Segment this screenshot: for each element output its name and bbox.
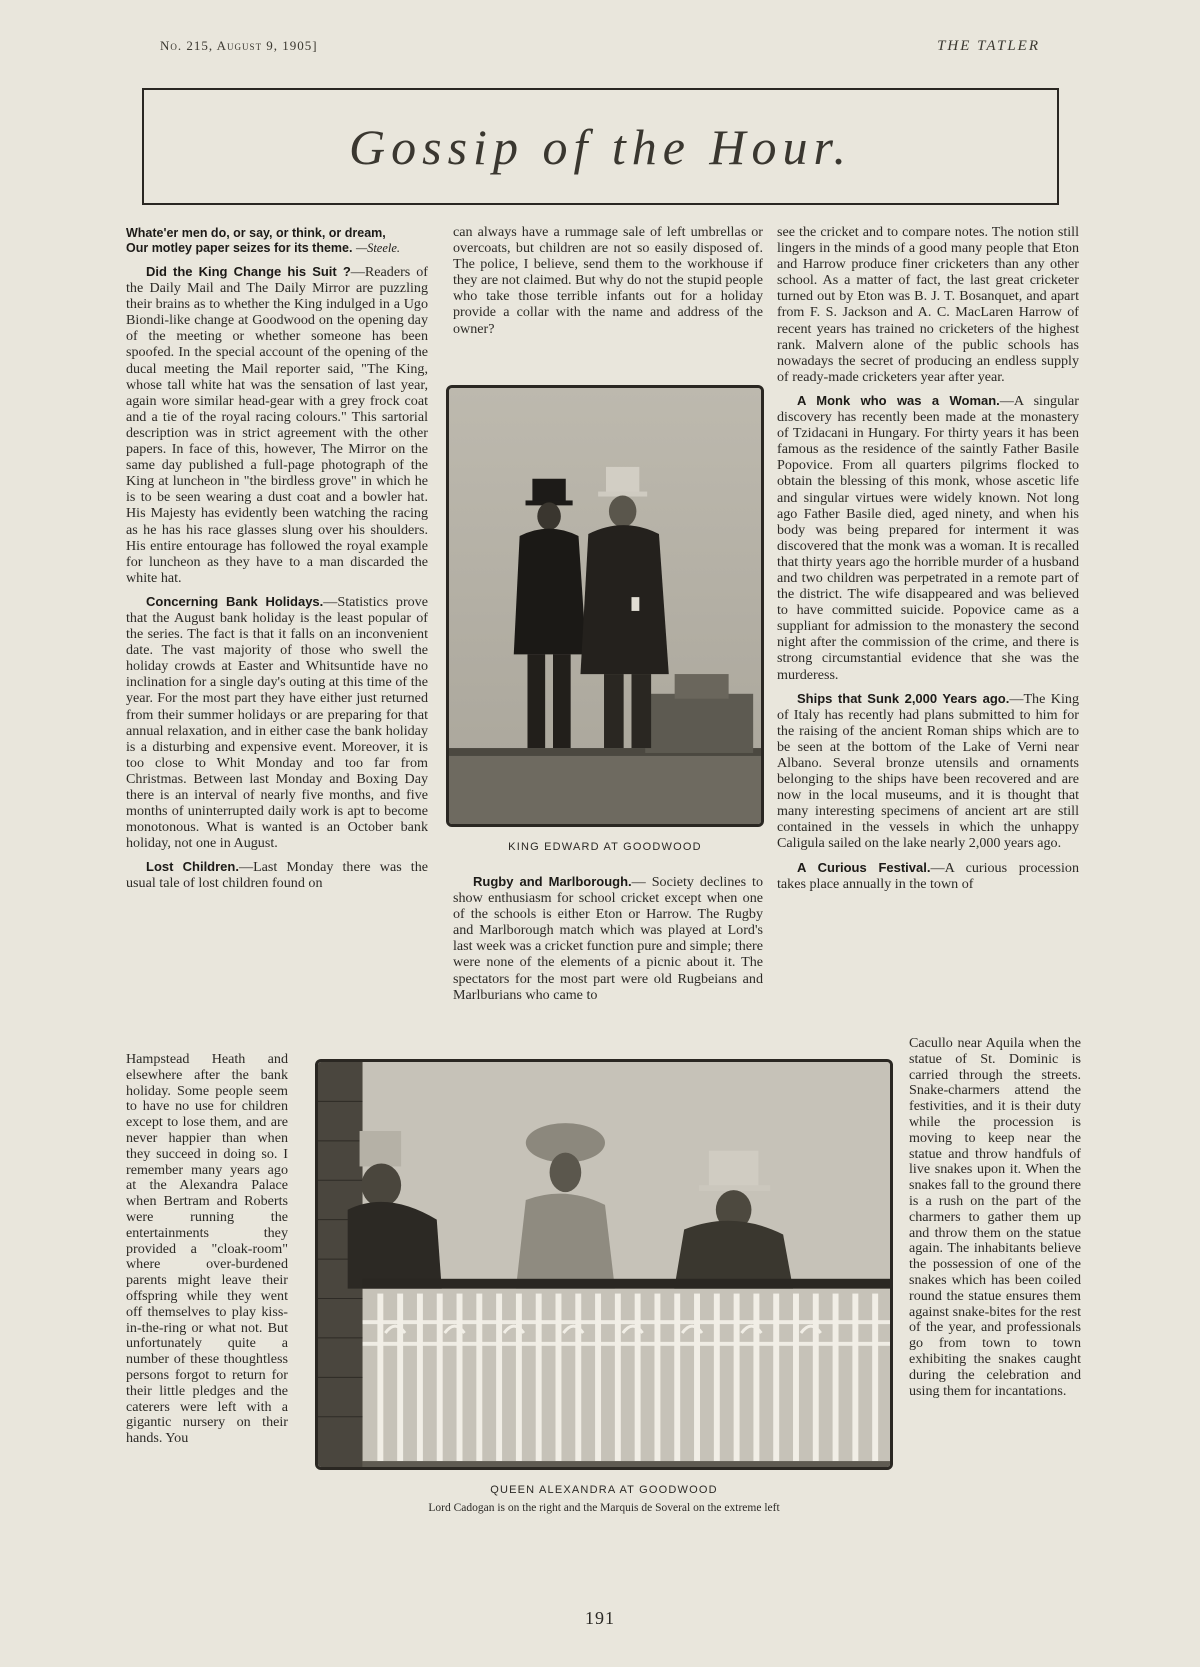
article-rugby <box>453 874 763 1003</box>
lost-children-continued: Hampstead Heath and elsewhere after the bank holiday. Some people seem to have no use for children except to lose them, and are never happier than when they succeed in doing so. I remember many years ago at the Alexandra Palace when Bertram and Roberts were running the entertainments they provided a "cloak-room" where over-burdened parents might leave their offspring while they went off themselves to play kiss-in-the-ring or what not. But unfortunately quite a number of these thoughtless persons forgot to return for their little pledges and the caterers were left with a gigantic nursery on their hands. You <box>126 1051 288 1447</box>
column-2 <box>453 224 763 345</box>
text-ships: —The King of Italy has recently had plans submitted to him for the raising of the ancient Roman ships which are to be seen at the bottom of the Lake of Verni near Albano. Several bronze utensils and ornaments belonging to the ships have been recovered and are now in the local museums, and it is thought that many interesting specimens of ancient art are still contained in the vessels in which the unhappy Caligula sailed on the lake nearly 2,000 years ago. <box>777 690 1079 852</box>
issue-line: No. 215, August 9, 1905] <box>160 38 318 53</box>
photo-queen-alexandra-image <box>318 1062 890 1467</box>
text-festival: —A curious procession takes place annually in the town of <box>777 859 1079 892</box>
heading-rugby: Rugby and Marlborough. <box>473 874 632 889</box>
festival-continued: Cacullo near Aquila when the statue of St. Dominic is carried through the streets. Snake-charmers attend the festivities, and it is their duty while the procession is moving to keep near the statue and throw handfuls of live snakes upon it. When the snakes fall to the ground there is a rush on the part of the charmers to gather them up and throw them on the statue again. The inhabitants believe the possession of one of the snakes which has been coiled round the statue ensures them against snake-bites for the rest of the year, and professionals go from town to town exhibiting the snakes caught during the celebration and using them for incantations. <box>909 1035 1081 1399</box>
text-king-suit: —Readers of the Daily Mail and The Daily Mirror are puzzling their brains as to whether the King indulged in a Ugo Biondi-like change at Goodwood on the opening day of the meeting or whether someone has been spoofed. In the special account of the opening of the ducal meeting the Mail reporter said, "The King, whose tall white hat was the sensation of last year, again wore similar head-gear with a grey frock coat and a tie of the royal racing colours." This sartorial description was in strict agreement with the other papers. In face of this, however, The Mirror on the same day published a full-page photograph of the King at luncheon in "the birdless grove" in which he is to be seen wearing a dust coat and a bowler hat. His Majesty has evidently been watching the racing as he has his race glasses slung over his shoulders. His entire entourage has followed the royal example for luncheon as they have to a man discarded the white hat. <box>126 264 429 586</box>
article-bank-holidays <box>126 594 428 852</box>
caption-queen-alexandra: QUEEN ALEXANDRA AT GOODWOOD <box>490 1484 718 1496</box>
page-number: 191 <box>585 1608 615 1628</box>
text-monk: —A singular discovery has recently been made at the monastery of Tzidacani in Hungary. For thirty years it has been famous as the residence of the saintly Father Basile Popovice. From all quarters pilgrims flocked to obtain the blessing of this monk, whose ascetic life and singular virtues were widely known. Not long ago Father Basile died, aged ninety, and when his body was being prepared for interment it was discovered that the monk was a woman. It is recalled that thirty years ago the horrible murder of a husband and two children was perpetrated in a remote part of the district. The wife disappeared and was believed to have committed suicide. Popovice came as a suppliant for admission to the monastery the second night after the commission of the crime, and there is strong circumstantial evidence that she was the murderess. <box>777 392 1079 683</box>
article-ships <box>777 691 1079 852</box>
heading-king-suit: Did the King Change his Suit ? <box>146 264 351 279</box>
text-bank-holidays: —Statistics prove that the August bank holiday is the least popular of the series. The fact is that it falls on an inconvenient date. The vast majority of those who swell the holiday crowds at Easter and Whitsuntide have no inclination for a single day's outing at this time of the year. For the most part they have either just returned from their summer holidays or are preparing for that annual relaxation, and in either case the bank holiday is a disturbing and expensive event. Moreover, it is too close to Whit Monday and too far from Christmas. Between last Monday and Boxing Day there is an interval of nearly five months, and five months of uninterrupted daily work is apt to become monotonous. What is wanted is an October bank holiday, not one in August. <box>126 593 428 852</box>
title-box <box>142 88 1059 205</box>
heading-lost-children: Lost Children. <box>146 859 239 875</box>
column-3 <box>777 224 1079 900</box>
photo-king-edward <box>446 385 764 827</box>
epigraph-credit: —Steele. <box>355 241 401 255</box>
caption-king-edward: KING EDWARD AT GOODWOOD <box>508 841 702 853</box>
epigraph-line-2: Our motley paper seizes for its theme. <box>126 241 353 255</box>
text-rugby: — Society declines to show enthusiasm for school cricket except when one of the schools is either Eton or Harrow. The Rugby and Marlborough match which was played at Lord's last week was a cricket function pure and simple; there were none of the elements of a picnic about it. The spectators for the most part were old Rugbeians and Marlburians who came to <box>453 874 764 1003</box>
heading-ships: Ships that Sunk 2,000 Years ago. <box>797 690 1010 706</box>
col2-continuation: can always have a rummage sale of left umbrellas or overcoats, but children are not so easily disposed of. The police, I believe, send them to the workhouse if they are not claimed. But why do not the stupid people who take those terrible infants out for a holiday provide a collar with the name and address of the owner? <box>453 224 763 337</box>
article-king-suit <box>126 264 428 586</box>
article-monk <box>777 393 1079 683</box>
column-1 <box>126 226 428 900</box>
photo-queen-alexandra <box>315 1059 893 1470</box>
column-2-lower <box>453 874 763 1011</box>
photo-king-edward-image <box>449 388 761 824</box>
magazine-name: THE TATLER <box>937 38 1040 54</box>
col3-continuation: see the cricket and to compare notes. The notion still lingers in the minds of a good many people that Eton and Harrow produce finer cricketers than any other school. As a matter of fact, the last great cricketer turned out by Eton was B. J. T. Bosanquet, and apart from F. S. Jackson and A. C. MacLaren Harrow of recent years has trained no cricketers of the highest rank. Malvern alone of the public schools has nowadays the secret of producing an endless supply of ready-made cricketers year after year. <box>777 224 1079 385</box>
epigraph <box>126 226 428 256</box>
subcaption-queen-alexandra: Lord Cadogan is on the right and the Marquis de Soveral on the extreme left <box>428 1502 780 1514</box>
article-lost-children <box>126 859 428 891</box>
heading-monk: A Monk who was a Woman. <box>797 392 1000 408</box>
article-festival <box>777 860 1079 892</box>
text-lost-children: —Last Monday there was the usual tale of lost children found on <box>126 859 428 892</box>
heading-festival: A Curious Festival. <box>797 859 931 875</box>
heading-bank-holidays: Concerning Bank Holidays. <box>146 593 324 609</box>
page-title: Gossip of the Hour. <box>349 118 852 175</box>
epigraph-line-1: Whate'er men do, or say, or think, or dream, <box>126 226 386 240</box>
